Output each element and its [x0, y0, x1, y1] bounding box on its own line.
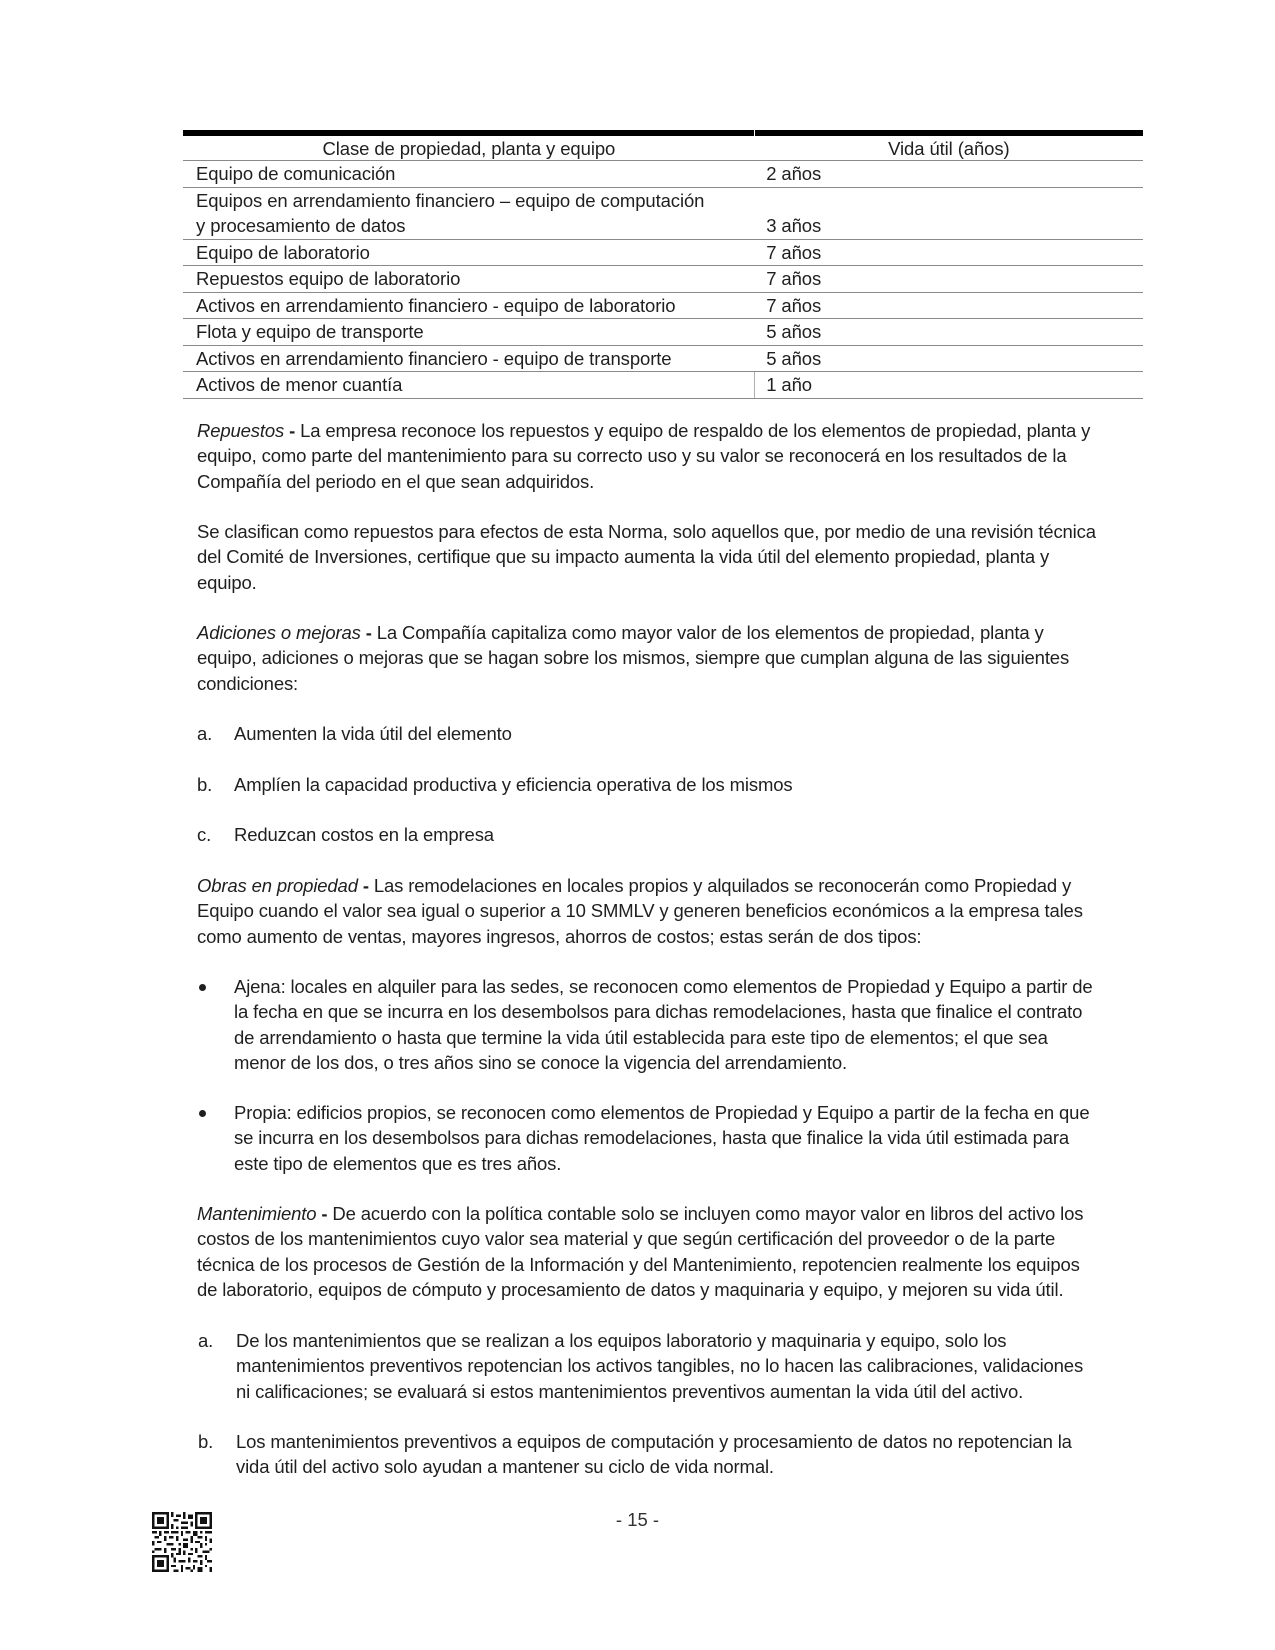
paragraph-adiciones	[197, 620, 1137, 696]
term-separator: -	[316, 1203, 333, 1224]
condition-item-c	[197, 822, 1137, 847]
maintenance-item-a	[198, 1328, 1138, 1404]
term-mantenimiento: Mantenimiento	[197, 1203, 317, 1224]
paragraph-line: como aumento de ventas, mayores ingresos, ahorros de costos; estas serán de dos tipos:	[197, 925, 922, 947]
paragraph-line: técnica de los procesos de Gestión de la Información y del Mantenimiento, repotencien realmente los equipos	[197, 1253, 1080, 1275]
term-repuestos: Repuestos	[197, 420, 285, 441]
useful-life-table	[183, 130, 1143, 399]
list-item-text	[236, 1429, 1138, 1480]
list-marker: b.	[198, 1431, 214, 1452]
cell-vida: 7 años	[755, 292, 1143, 319]
list-item-line: Propia: edificios propios, se reconocen como elementos de Propiedad y Equipo a partir de la fecha en que	[234, 1102, 1090, 1123]
paragraph-line	[197, 873, 1137, 898]
term-separator: -	[357, 875, 374, 896]
paragraph-obras	[197, 873, 1137, 949]
list-item-text	[236, 1328, 1138, 1404]
table-row	[183, 266, 1143, 293]
list-item-line: menor de los dos, o tres años sino se conoce la vigencia del arrendamiento.	[234, 1051, 847, 1073]
paragraph-text: La Compañía capitaliza como mayor valor de los elementos de propiedad, planta y	[376, 622, 1044, 643]
paragraph-line: condiciones:	[197, 672, 299, 694]
term-separator: -	[284, 420, 301, 441]
table-header-row	[183, 136, 1143, 161]
header-clase: Clase de propiedad, planta y equipo	[183, 136, 755, 161]
table-row	[183, 292, 1143, 319]
cell-clase: Activos en arrendamiento financiero - equipo de laboratorio	[183, 292, 755, 319]
list-item-line: Los mantenimientos preventivos a equipos de computación y procesamiento de datos no repotencian la	[236, 1431, 1072, 1452]
list-item-line: se incurra en los desembolsos para dichas remodelaciones, hasta que finalice la vida útil estimada para	[234, 1127, 1069, 1149]
cell-vida: 5 años	[755, 319, 1143, 346]
cell-clase: Equipo de comunicación	[183, 161, 755, 188]
paragraph-line: equipo, adiciones o mejoras que se hagan sobre los mismos, siempre que cumplan alguna de las siguientes	[197, 647, 1070, 669]
paragraph-line	[197, 620, 1137, 645]
table-row	[183, 161, 1143, 188]
list-item-text: Reduzcan costos en la empresa	[234, 824, 494, 845]
list-item-line: ni calificaciones; se evaluará si estos mantenimientos preventivos aumentan la vida útil del activo.	[236, 1380, 1024, 1402]
list-marker: a.	[198, 1330, 214, 1351]
paragraph-line: costos de los mantenimientos cuyo valor sea material y que según certificación del proveedor o de la parte	[197, 1228, 1056, 1250]
paragraph-text: De acuerdo con la política contable solo se incluyen como mayor valor en libros del activo los	[332, 1203, 1084, 1224]
cell-clase-line: y procesamiento de datos	[196, 215, 406, 236]
cell-clase	[183, 187, 755, 239]
cell-clase: Flota y equipo de transporte	[183, 319, 755, 346]
paragraph-line: Se clasifican como repuestos para efectos de esta Norma, solo aquellos que, por medio de una revisión técnica	[197, 521, 1096, 542]
list-item-line: Ajena: locales en alquiler para las sedes, se reconocen como elementos de Propiedad y Equipo a partir de	[234, 976, 1093, 997]
list-item-line: la fecha en que se incurra en los desembolsos para dichas remodelaciones, hasta que finalice el contrato	[234, 1001, 1083, 1023]
paragraph-repuestos	[197, 418, 1137, 494]
term-separator: -	[360, 622, 377, 643]
paragraph-text: La empresa reconoce los repuestos y equipo de respaldo de los elementos de propiedad, planta y	[300, 420, 1091, 441]
cell-vida: 2 años	[755, 161, 1143, 188]
table-row	[183, 239, 1143, 266]
list-item-text: Aumenten la vida útil del elemento	[234, 723, 512, 744]
paragraph-line	[197, 418, 1137, 443]
paragraph-line: equipo.	[197, 571, 257, 593]
paragraph-line: de laboratorio, equipos de cómputo y procesamiento de datos y maquinaria y equipo, y mejoren su vida útil.	[197, 1278, 1064, 1300]
list-item-line: mantenimientos preventivos repotencian los activos tangibles, no lo hacen las calibraciones, validaciones	[236, 1355, 1084, 1377]
cell-vida: 1 año	[755, 372, 1143, 399]
cell-vida: 7 años	[755, 239, 1143, 266]
list-item-line: de arrendamiento o hasta que termine la vida útil establecida para este tipo de elementos; el que sea	[234, 1026, 1048, 1048]
list-item-line: vida útil del activo solo ayudan a mantener su ciclo de vida normal.	[236, 1456, 774, 1478]
cell-vida: 7 años	[755, 266, 1143, 293]
paragraph-text: Las remodelaciones en locales propios y alquilados se reconocerán como Propiedad y	[373, 875, 1072, 896]
cell-clase-line: Equipos en arrendamiento financiero – equipo de computación	[196, 189, 705, 211]
table-row	[183, 319, 1143, 346]
term-obras: Obras en propiedad	[197, 875, 358, 896]
term-adiciones: Adiciones o mejoras	[197, 622, 361, 643]
cell-vida: 3 años	[755, 187, 1143, 239]
cell-clase: Activos en arrendamiento financiero - equipo de transporte	[183, 345, 755, 372]
maintenance-item-b	[198, 1429, 1138, 1480]
paragraph-mantenimiento	[197, 1201, 1137, 1302]
list-item-line: este tipo de elementos que es tres años.	[234, 1152, 562, 1174]
list-item-text	[234, 1100, 1137, 1176]
condition-item-a	[197, 721, 1137, 746]
list-item-text	[234, 974, 1137, 1075]
paragraph-line: del Comité de Inversiones, certifique que su impacto aumenta la vida útil del elemento propiedad, planta y	[197, 546, 1050, 568]
cell-vida: 5 años	[755, 345, 1143, 372]
list-marker: a.	[197, 723, 213, 744]
cell-clase: Repuestos equipo de laboratorio	[183, 266, 755, 293]
type-item-ajena	[197, 974, 1137, 1075]
list-marker: b.	[197, 774, 213, 795]
paragraph-clasificacion	[197, 519, 1137, 595]
condition-item-b	[197, 772, 1137, 797]
header-vida-util: Vida útil (años)	[755, 136, 1143, 161]
cell-clase: Activos de menor cuantía	[183, 372, 755, 399]
bullet-icon	[199, 984, 206, 991]
cell-clase: Equipo de laboratorio	[183, 239, 755, 266]
list-item-text: Amplíen la capacidad productiva y eficiencia operativa de los mismos	[234, 774, 793, 795]
list-item-line: De los mantenimientos que se realizan a los equipos laboratorio y maquinaria y equipo, solo los	[236, 1330, 1007, 1351]
bullet-icon	[199, 1110, 206, 1117]
type-item-propia	[197, 1100, 1137, 1176]
paragraph-line	[197, 1201, 1137, 1226]
page-number: - 15 -	[615, 1509, 660, 1530]
table-row	[183, 187, 1143, 239]
table-row	[183, 345, 1143, 372]
paragraph-line: Equipo cuando el valor sea igual o superior a 10 SMMLV y generen beneficios económicos a la empresa tales	[197, 900, 1083, 922]
paragraph-line: Compañía del periodo en el que sean adquiridos.	[197, 470, 595, 492]
list-marker: c.	[197, 824, 212, 845]
table-row	[183, 372, 1143, 399]
paragraph-line: equipo, como parte del mantenimiento para su correcto uso y su valor se reconocerá en los resultados de la	[197, 445, 1067, 467]
